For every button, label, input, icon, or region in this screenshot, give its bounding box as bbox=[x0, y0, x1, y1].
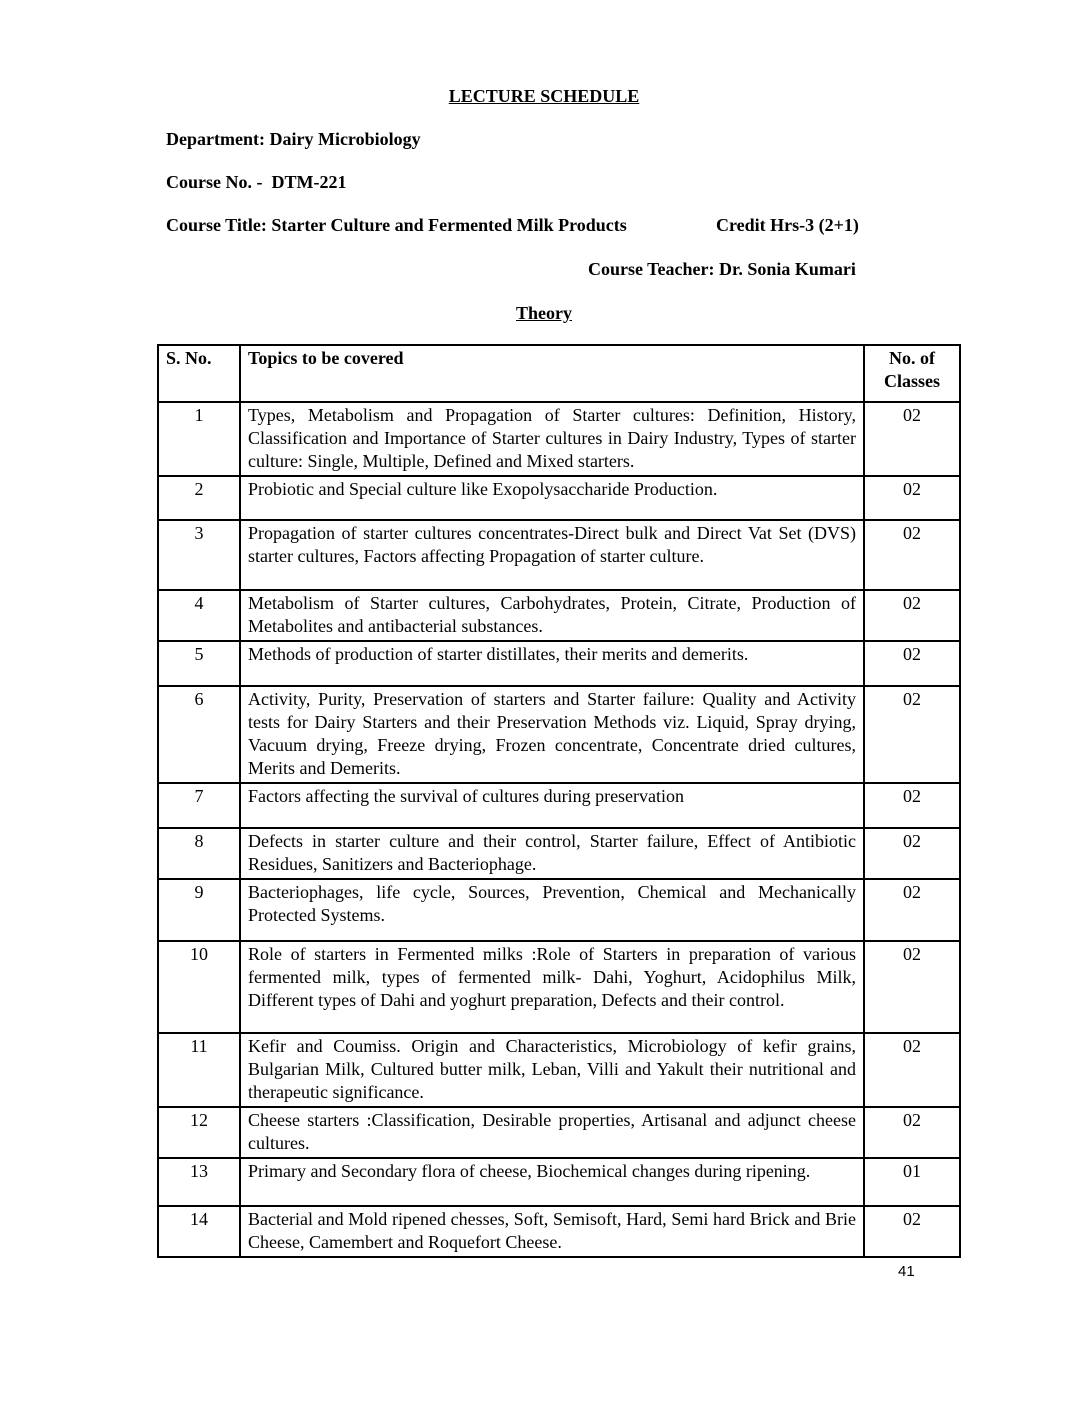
row-classes: 02 bbox=[864, 1033, 960, 1107]
row-classes: 02 bbox=[864, 1206, 960, 1257]
row-topic: Activity, Purity, Preservation of starters and Starter failure: Quality and Activity tests for Dairy Starters and their Preservation Methods viz. Liquid, Spray drying, Vacuum drying, Freeze drying, Frozen concentrate, Concentrate dried cultures, Merits and Demerits. bbox=[240, 686, 864, 783]
row-sno: 12 bbox=[158, 1107, 240, 1158]
row-sno: 6 bbox=[158, 686, 240, 783]
row-topic: Factors affecting the survival of cultures during preservation bbox=[240, 783, 864, 828]
row-topic: Types, Metabolism and Propagation of Starter cultures: Definition, History, Classification and Importance of Starter cultures in Dairy Industry, Types of starter culture: Single, Multiple, Defined and Mixed starters. bbox=[240, 402, 864, 476]
credit-hours: Credit Hrs-3 (2+1) bbox=[716, 215, 859, 235]
table-row bbox=[158, 402, 960, 476]
row-topic: Defects in starter culture and their control, Starter failure, Effect of Antibiotic Residues, Sanitizers and Bacteriophage. bbox=[240, 828, 864, 879]
row-topic: Propagation of starter cultures concentrates-Direct bulk and Direct Vat Set (DVS) starter cultures, Factors affecting Propagation of starter culture. bbox=[240, 520, 864, 590]
row-sno: 13 bbox=[158, 1158, 240, 1206]
lecture-schedule-table bbox=[157, 344, 961, 1258]
row-topic: Primary and Secondary flora of cheese, Biochemical changes during ripening. bbox=[240, 1158, 864, 1206]
row-classes: 02 bbox=[864, 590, 960, 641]
row-classes: 02 bbox=[864, 879, 960, 941]
row-topic: Methods of production of starter distillates, their merits and demerits. bbox=[240, 641, 864, 686]
table-row bbox=[158, 1206, 960, 1257]
table-row bbox=[158, 590, 960, 641]
row-sno: 3 bbox=[158, 520, 240, 590]
row-sno: 11 bbox=[158, 1033, 240, 1107]
row-classes: 02 bbox=[864, 941, 960, 1033]
row-topic: Probiotic and Special culture like Exopolysaccharide Production. bbox=[240, 476, 864, 520]
row-classes: 02 bbox=[864, 476, 960, 520]
row-classes: 02 bbox=[864, 641, 960, 686]
row-sno: 9 bbox=[158, 879, 240, 941]
table-row bbox=[158, 828, 960, 879]
table-row bbox=[158, 783, 960, 828]
table-row bbox=[158, 1033, 960, 1107]
row-topic: Kefir and Coumiss. Origin and Characteristics, Microbiology of kefir grains, Bulgarian Milk, Cultured butter milk, Leban, Villi and Yakult their nutritional and therapeutic significance. bbox=[240, 1033, 864, 1107]
row-classes: 02 bbox=[864, 520, 960, 590]
row-sno: 4 bbox=[158, 590, 240, 641]
table-row bbox=[158, 520, 960, 590]
department-label: Department: Dairy Microbiology bbox=[166, 129, 421, 149]
row-classes: 02 bbox=[864, 783, 960, 828]
section-heading: Theory bbox=[516, 303, 572, 323]
row-topic: Cheese starters :Classification, Desirable properties, Artisanal and adjunct cheese cultures. bbox=[240, 1107, 864, 1158]
page-number: 41 bbox=[898, 1263, 915, 1280]
table-row bbox=[158, 641, 960, 686]
table-row bbox=[158, 941, 960, 1033]
row-classes: 02 bbox=[864, 828, 960, 879]
course-number: Course No. - DTM-221 bbox=[166, 172, 347, 192]
header-sno: S. No. bbox=[158, 345, 240, 402]
row-sno: 14 bbox=[158, 1206, 240, 1257]
row-topic: Bacteriophages, life cycle, Sources, Prevention, Chemical and Mechanically Protected Systems. bbox=[240, 879, 864, 941]
row-sno: 10 bbox=[158, 941, 240, 1033]
header-classes: No. of Classes bbox=[864, 345, 960, 402]
table-row bbox=[158, 1158, 960, 1206]
table-row bbox=[158, 879, 960, 941]
row-classes: 02 bbox=[864, 686, 960, 783]
course-teacher: Course Teacher: Dr. Sonia Kumari bbox=[588, 259, 856, 279]
row-topic: Metabolism of Starter cultures, Carbohydrates, Protein, Citrate, Production of Metabolites and antibacterial substances. bbox=[240, 590, 864, 641]
row-topic: Role of starters in Fermented milks :Role of Starters in preparation of various fermented milk, types of fermented milk- Dahi, Yoghurt, Acidophilus Milk, Different types of Dahi and yoghurt preparation, Defects and their control. bbox=[240, 941, 864, 1033]
row-classes: 02 bbox=[864, 1107, 960, 1158]
row-classes: 02 bbox=[864, 402, 960, 476]
row-sno: 8 bbox=[158, 828, 240, 879]
row-sno: 7 bbox=[158, 783, 240, 828]
table-row bbox=[158, 686, 960, 783]
table-row bbox=[158, 1107, 960, 1158]
row-sno: 2 bbox=[158, 476, 240, 520]
table-header-row bbox=[158, 345, 960, 402]
row-sno: 5 bbox=[158, 641, 240, 686]
document-title: LECTURE SCHEDULE bbox=[448, 86, 640, 106]
row-classes: 01 bbox=[864, 1158, 960, 1206]
course-title: Course Title: Starter Culture and Fermented Milk Products bbox=[166, 215, 627, 235]
table-row bbox=[158, 476, 960, 520]
header-topic: Topics to be covered bbox=[240, 345, 864, 402]
row-topic: Bacterial and Mold ripened chesses, Soft, Semisoft, Hard, Semi hard Brick and Brie Cheese, Camembert and Roquefort Cheese. bbox=[240, 1206, 864, 1257]
row-sno: 1 bbox=[158, 402, 240, 476]
